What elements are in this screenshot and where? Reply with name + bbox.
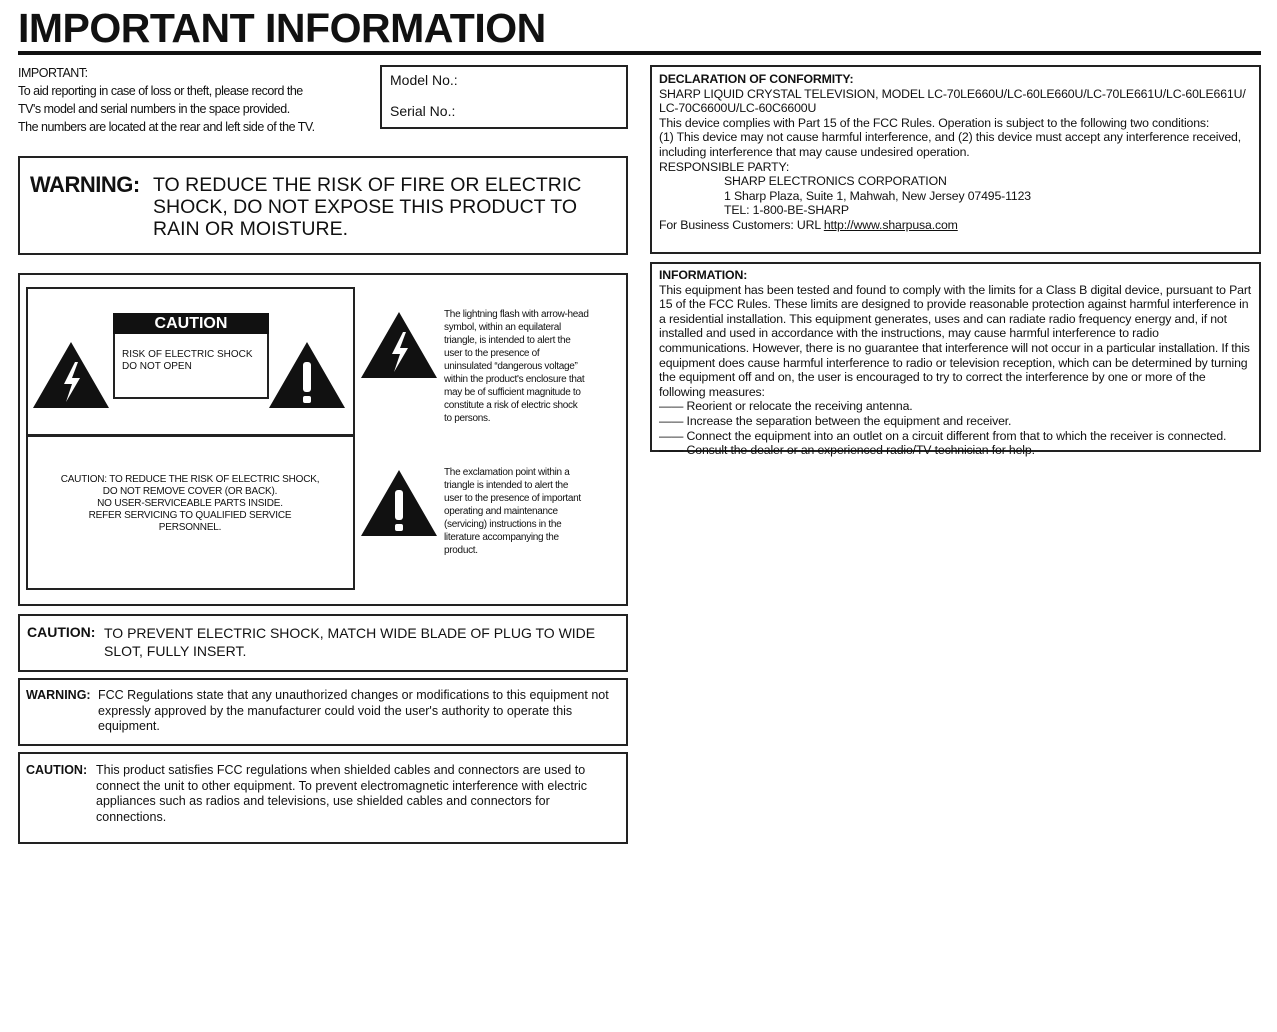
description-line: user to the presence of important bbox=[444, 493, 581, 504]
declaration-conditions: (1) This device may not cause harmful interference, and (2) this device must accept any interference received, including interference that may cause undesired operation. bbox=[659, 130, 1242, 159]
business-prefix: For Business Customers: URL bbox=[659, 217, 824, 232]
information-body: This equipment has been tested and found to comply with the limits for a Class B digital device, pursuant to Part 15 of the FCC Rules. These limits are designed to provide reasonable protection against harmful interference in a residential installation. This equipment generates, uses and can radiate radio frequency energy and, if not installed and used in accordance with the instructions, may cause harmful interference to radio communications. However, there is no guarantee that interference will not occur in a particular installation. If this equipment does cause harmful interference to radio or television reception, which can be determined by turning the equipment off and on, the user is encouraged to try to correct the interference by one or more of the following measures: bbox=[659, 282, 1252, 399]
responsible-party-label: RESPONSIBLE PARTY: bbox=[659, 159, 790, 174]
declaration-of-conformity-box bbox=[650, 65, 1261, 254]
responsible-party-line: SHARP ELECTRONICS CORPORATION bbox=[724, 174, 947, 189]
description-line: constitute a risk of electric shock bbox=[444, 400, 578, 411]
caution-shock-line: NO USER-SERVICEABLE PARTS INSIDE. bbox=[97, 498, 283, 509]
description-line: within the product's enclosure that bbox=[444, 374, 585, 385]
description-line: uninsulated “dangerous voltage” bbox=[444, 361, 578, 372]
fcc-information-box bbox=[650, 262, 1261, 458]
description-line: The exclamation point within a bbox=[444, 467, 570, 478]
description-line: literature accompanying the bbox=[444, 532, 559, 543]
measure-item: —— Consult the dealer or an experienced radio/TV technician for help. bbox=[659, 443, 1035, 458]
model-number-label: Model No.: bbox=[390, 72, 458, 88]
description-line: triangle is intended to alert the bbox=[444, 480, 569, 491]
measure-item: —— Increase the separation between the equipment and receiver. bbox=[659, 413, 1012, 428]
plug-caution-box bbox=[18, 614, 628, 672]
description-line: (servicing) instructions in the bbox=[444, 519, 562, 530]
shielded-cable-caution-box bbox=[18, 752, 628, 844]
caution-shock-line: CAUTION: TO REDUCE THE RISK OF ELECTRIC SHOCK, bbox=[60, 474, 320, 485]
important-line: IMPORTANT: bbox=[18, 66, 88, 80]
important-note bbox=[18, 64, 378, 136]
caution-sticker-line: RISK OF ELECTRIC SHOCK bbox=[122, 349, 253, 360]
panel-divider bbox=[26, 434, 355, 437]
caution-label: CAUTION: bbox=[27, 624, 96, 640]
important-line: To aid reporting in case of loss or theft, please record the bbox=[18, 84, 303, 98]
title-rule bbox=[18, 51, 1261, 55]
caution-sticker-text bbox=[122, 349, 262, 373]
description-line: triangle, is intended to alert the bbox=[444, 335, 571, 346]
caution-sticker-heading: CAUTION bbox=[113, 313, 269, 334]
declaration-heading: DECLARATION OF CONFORMITY: bbox=[659, 72, 854, 86]
caution-sticker-line: DO NOT OPEN bbox=[122, 361, 192, 372]
fcc-warning-text: FCC Regulations state that any unauthorized changes or modifications to this equipment not expressly approved by the manufacturer could void the user's authority to operate this equipment. bbox=[98, 688, 609, 733]
shielded-cable-text: This product satisfies FCC regulations when shielded cables and connectors are used to connect the unit to other equipment. To prevent electromagnetic interference with electric appliances such as radios and televisions, use shielded cables and connectors for connections. bbox=[96, 763, 588, 824]
information-heading: INFORMATION: bbox=[659, 268, 748, 282]
caution-label: CAUTION: bbox=[26, 763, 88, 777]
declaration-compliance: This device complies with Part 15 of the FCC Rules. Operation is subject to the following two conditions: bbox=[659, 115, 1210, 130]
lightning-triangle-icon bbox=[31, 340, 111, 410]
lightning-symbol-description bbox=[444, 308, 622, 425]
description-line: operating and maintenance bbox=[444, 506, 558, 517]
measure-item: —— Reorient or relocate the receiving antenna. bbox=[659, 399, 913, 414]
description-line: may be of sufficient magnitude to bbox=[444, 387, 581, 398]
model-serial-record-box bbox=[380, 65, 628, 129]
warning-text: TO REDUCE THE RISK OF FIRE OR ELECTRIC SHOCK, DO NOT EXPOSE THIS PRODUCT TO RAIN OR MOISTURE. bbox=[153, 174, 582, 240]
exclamation-symbol-description bbox=[444, 466, 614, 557]
responsible-party-line: 1 Sharp Plaza, Suite 1, Mahwah, New Jersey 07495-1123 bbox=[724, 188, 1031, 203]
caution-shock-line: PERSONNEL. bbox=[158, 522, 222, 533]
fcc-warning-box bbox=[18, 678, 628, 746]
caution-shock-text bbox=[30, 474, 350, 534]
business-customers-line bbox=[659, 218, 1252, 233]
warning-label: WARNING: bbox=[26, 688, 91, 702]
responsible-party-line: TEL: 1-800-BE-SHARP bbox=[724, 203, 849, 218]
sharpusa-link[interactable]: http://www.sharpusa.com bbox=[823, 217, 958, 232]
warning-label: WARNING: bbox=[30, 172, 140, 197]
measure-item: —— Connect the equipment into an outlet on a circuit different from that to which the receiver is connected. bbox=[659, 428, 1227, 443]
page-title: IMPORTANT INFORMATION bbox=[18, 5, 546, 51]
description-line: user to the presence of bbox=[444, 348, 540, 359]
fire-shock-warning-box bbox=[18, 156, 628, 255]
plug-caution-text: TO PREVENT ELECTRIC SHOCK, MATCH WIDE BLADE OF PLUG TO WIDE SLOT, FULLY INSERT. bbox=[104, 625, 596, 659]
important-line: The numbers are located at the rear and left side of the TV. bbox=[18, 120, 315, 134]
description-line: The lightning flash with arrow-head bbox=[444, 309, 589, 320]
caution-shock-line: REFER SERVICING TO QUALIFIED SERVICE bbox=[88, 510, 292, 521]
declaration-models: SHARP LIQUID CRYSTAL TELEVISION, MODEL LC-70LE660U/LC-60LE660U/LC-70LE661U/LC-60LE661U/ LC-70C6600U/LC-60C6600U bbox=[659, 86, 1246, 116]
exclamation-triangle-icon bbox=[267, 340, 347, 410]
serial-number-label: Serial No.: bbox=[390, 103, 456, 119]
description-line: symbol, within an equilateral bbox=[444, 322, 561, 333]
description-line: to persons. bbox=[444, 413, 491, 424]
caution-shock-line: DO NOT REMOVE COVER (OR BACK). bbox=[102, 486, 278, 497]
exclamation-triangle-icon bbox=[359, 468, 439, 538]
important-line: TV's model and serial numbers in the space provided. bbox=[18, 102, 290, 116]
description-line: product. bbox=[444, 545, 478, 556]
lightning-triangle-icon bbox=[359, 310, 439, 380]
